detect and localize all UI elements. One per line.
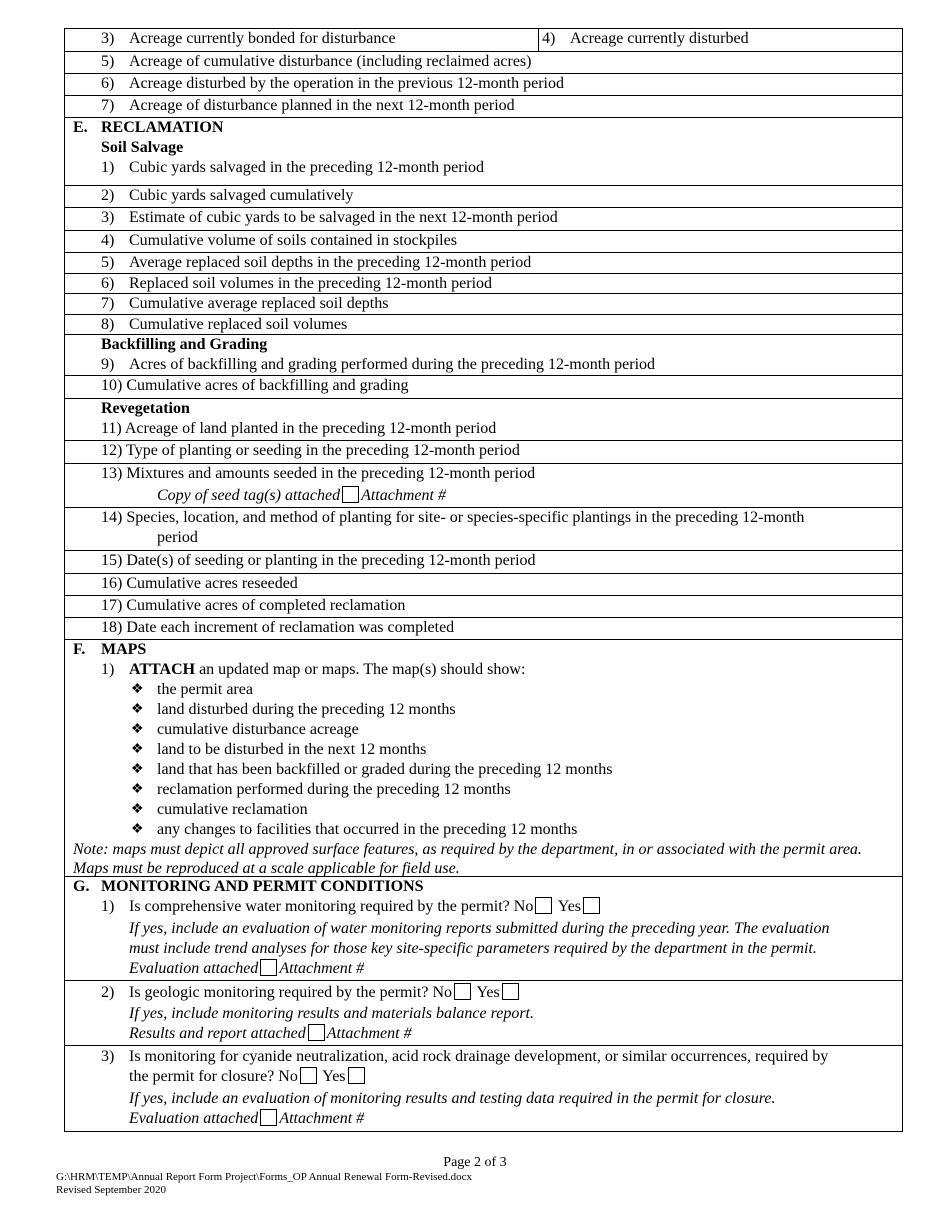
bullet-icon: ❖: [131, 782, 144, 797]
row-soil-8: [65, 314, 902, 334]
evaluation-attached-label: Evaluation attached: [129, 1110, 259, 1127]
item-label: Acreage disturbed by the operation in the previous 12-month period: [129, 75, 564, 92]
item-label: Acreage of disturbance planned in the next 12-month period: [129, 97, 515, 114]
row-soil-5: [65, 252, 902, 273]
item-label: Cumulative volume of soils contained in stockpiles: [129, 232, 457, 249]
section-g-q1: [65, 876, 902, 980]
attach-keyword: ATTACH: [129, 661, 196, 678]
subheading-backfilling: Backfilling and Grading: [101, 336, 268, 353]
row-item-13: [65, 463, 902, 507]
row-item-14: [65, 507, 902, 550]
bullet-icon: ❖: [131, 702, 144, 717]
item-label: Estimate of cubic yards to be salvaged in the next 12-month period: [129, 209, 558, 226]
item-number: 3): [101, 1048, 115, 1065]
map-requirement: reclamation performed during the preceding 12 months: [157, 781, 511, 798]
page-number: Page 2 of 3: [443, 1155, 507, 1170]
instruction-text: If yes, include monitoring results and materials balance report.: [129, 1005, 534, 1022]
yes-label: Yes: [322, 1068, 346, 1085]
item-number: 3): [101, 30, 115, 47]
map-requirement: land that has been backfilled or graded during the preceding 12 months: [157, 761, 613, 778]
maps-note: Note: maps must depict all approved surface features, as required by the department, in or associated with the permit area. Maps must be reproduced at a scale applicable for field use.: [73, 841, 862, 877]
results-attached-checkbox[interactable]: [308, 1024, 325, 1041]
evaluation-attached-checkbox[interactable]: [260, 959, 277, 976]
row-item-18: [65, 617, 902, 639]
item-label: 18) Date each increment of reclamation was completed: [101, 619, 455, 636]
item-number: 4): [542, 30, 556, 47]
item-number: 9): [101, 356, 115, 373]
section-title: RECLAMATION: [101, 119, 224, 136]
item-label: 11) Acreage of land planted in the preceding 12-month period: [101, 420, 497, 437]
map-requirement: cumulative disturbance acreage: [157, 721, 359, 738]
row-cumulative-disturbance: [65, 51, 902, 73]
item-number: 5): [101, 53, 115, 70]
item-label: Cumulative replaced soil volumes: [129, 316, 348, 333]
item-label: 16) Cumulative acres reseeded: [101, 575, 298, 592]
bullet-icon: ❖: [131, 822, 144, 837]
row-disturbance-planned: [65, 95, 902, 117]
item-number: 7): [101, 295, 115, 312]
item-label: Replaced soil volumes in the preceding 12-month period: [129, 275, 493, 292]
attachment-label: Attachment #: [279, 960, 365, 977]
yes-checkbox[interactable]: [583, 897, 600, 914]
row-item-10: [65, 375, 902, 398]
item-label: Cubic yards salvaged cumulatively: [129, 187, 354, 204]
item-number: 8): [101, 316, 115, 333]
row-acreage-bonded: [65, 29, 902, 51]
yes-checkbox[interactable]: [502, 983, 519, 1000]
item-label: 10) Cumulative acres of backfilling and grading: [101, 377, 409, 394]
column-divider: [538, 29, 539, 51]
bullet-icon: ❖: [131, 722, 144, 737]
subheading-soil-salvage: Soil Salvage: [101, 139, 184, 156]
evaluation-attached-checkbox[interactable]: [260, 1109, 277, 1126]
attachment-label: Attachment #: [326, 1025, 412, 1042]
section-g-q3: [65, 1045, 902, 1131]
file-path: G:\HRM\TEMP\Annual Report Form Project\Forms_OP Annual Renewal Form-Revised.docx: [56, 1171, 473, 1183]
item-label: Cumulative average replaced soil depths: [129, 295, 389, 312]
section-f-maps: [65, 639, 902, 876]
map-requirement: cumulative reclamation: [157, 801, 308, 818]
section-e-header: [65, 117, 902, 185]
item-label-continued: period: [157, 529, 198, 546]
row-item-17: [65, 595, 902, 617]
item-label: 12) Type of planting or seeding in the preceding 12-month period: [101, 442, 520, 459]
section-title: MAPS: [101, 641, 147, 658]
question-label: Is monitoring for cyanide neutralization, acid rock drainage development, or similar occurrences, required by: [129, 1048, 829, 1065]
item-number: 7): [101, 97, 115, 114]
item-number: 1): [101, 898, 115, 915]
item-number: 4): [101, 232, 115, 249]
map-requirement: land to be disturbed in the next 12 months: [157, 741, 427, 758]
item-label: 17) Cumulative acres of completed reclamation: [101, 597, 406, 614]
evaluation-attached-label: Evaluation attached: [129, 960, 259, 977]
page-footer: [0, 1155, 950, 1197]
row-soil-4: [65, 230, 902, 252]
yes-label: Yes: [557, 898, 582, 915]
seed-tag-checkbox[interactable]: [342, 486, 359, 503]
acreage-bonded-label: Acreage currently bonded for disturbance: [129, 30, 396, 47]
section-letter: G.: [73, 878, 90, 895]
yes-label: Yes: [476, 984, 500, 1001]
revision-date: Revised September 2020: [56, 1184, 166, 1196]
bullet-icon: ❖: [131, 682, 144, 697]
item-number: 3): [101, 209, 115, 226]
question-label: Is comprehensive water monitoring required by the permit? No: [129, 898, 534, 915]
item-number: 5): [101, 254, 115, 271]
seed-tag-label: Copy of seed tag(s) attached: [157, 487, 341, 504]
section-letter: E.: [73, 119, 88, 136]
item-number: 1): [101, 661, 115, 678]
question-label-continued: the permit for closure? No: [129, 1068, 298, 1085]
item-label: 15) Date(s) of seeding or planting in the preceding 12-month period: [101, 552, 536, 569]
results-attached-label: Results and report attached: [129, 1025, 306, 1042]
row-soil-6: [65, 273, 902, 293]
item-label: Acreage of cumulative disturbance (including reclaimed acres): [129, 53, 532, 70]
row-soil-3: [65, 207, 902, 230]
map-requirement: the permit area: [157, 681, 253, 698]
row-revegetation: [65, 398, 902, 440]
item-number: 1): [101, 159, 115, 176]
row-item-12: [65, 440, 902, 463]
row-item-16: [65, 573, 902, 595]
item-label: Acres of backfilling and grading performed during the preceding 12-month period: [129, 356, 656, 373]
attachment-label: Attachment #: [361, 487, 446, 504]
item-label: 13) Mixtures and amounts seeded in the preceding 12-month period: [101, 465, 536, 482]
item-label: 14) Species, location, and method of planting for site- or species-specific plantings in the preceding 12-month: [101, 509, 805, 526]
bullet-icon: ❖: [131, 762, 144, 777]
attachment-label: Attachment #: [279, 1110, 365, 1127]
yes-checkbox[interactable]: [348, 1067, 365, 1084]
item-number: 6): [101, 75, 115, 92]
instruction-text: must include trend analyses for those key site-specific parameters required by the department in the permit.: [129, 940, 817, 957]
item-label: Cubic yards salvaged in the preceding 12-month period: [129, 159, 485, 176]
map-requirement: any changes to facilities that occurred in the preceding 12 months: [157, 821, 578, 838]
question-label: Is geologic monitoring required by the permit? No: [129, 984, 453, 1001]
item-label: Average replaced soil depths in the preceding 12-month period: [129, 254, 532, 271]
bullet-icon: ❖: [131, 802, 144, 817]
acreage-disturbed-label: Acreage currently disturbed: [570, 30, 749, 47]
instruction-text: If yes, include an evaluation of monitoring results and testing data required in the permit for closure.: [129, 1090, 776, 1107]
section-letter: F.: [73, 641, 86, 658]
row-acreage-disturbed-previous: [65, 73, 902, 95]
no-checkbox[interactable]: [454, 983, 471, 1000]
item-number: 6): [101, 275, 115, 292]
instruction-text: If yes, include an evaluation of water monitoring reports submitted during the preceding year. The evaluation: [129, 920, 830, 937]
row-soil-7: [65, 293, 902, 314]
row-backfilling: [65, 334, 902, 375]
bullet-icon: ❖: [131, 742, 144, 757]
item-label: an updated map or maps. The map(s) should show:: [195, 661, 526, 678]
subheading-revegetation: Revegetation: [101, 400, 190, 417]
item-number: 2): [101, 187, 115, 204]
map-requirement: land disturbed during the preceding 12 months: [157, 701, 456, 718]
item-number: 2): [101, 984, 115, 1001]
annual-report-form: [64, 28, 903, 1132]
no-checkbox[interactable]: [300, 1067, 317, 1084]
no-checkbox[interactable]: [535, 897, 552, 914]
row-soil-2: [65, 185, 902, 207]
section-title: MONITORING AND PERMIT CONDITIONS: [101, 878, 424, 895]
section-g-q2: [65, 980, 902, 1045]
row-item-15: [65, 550, 902, 573]
